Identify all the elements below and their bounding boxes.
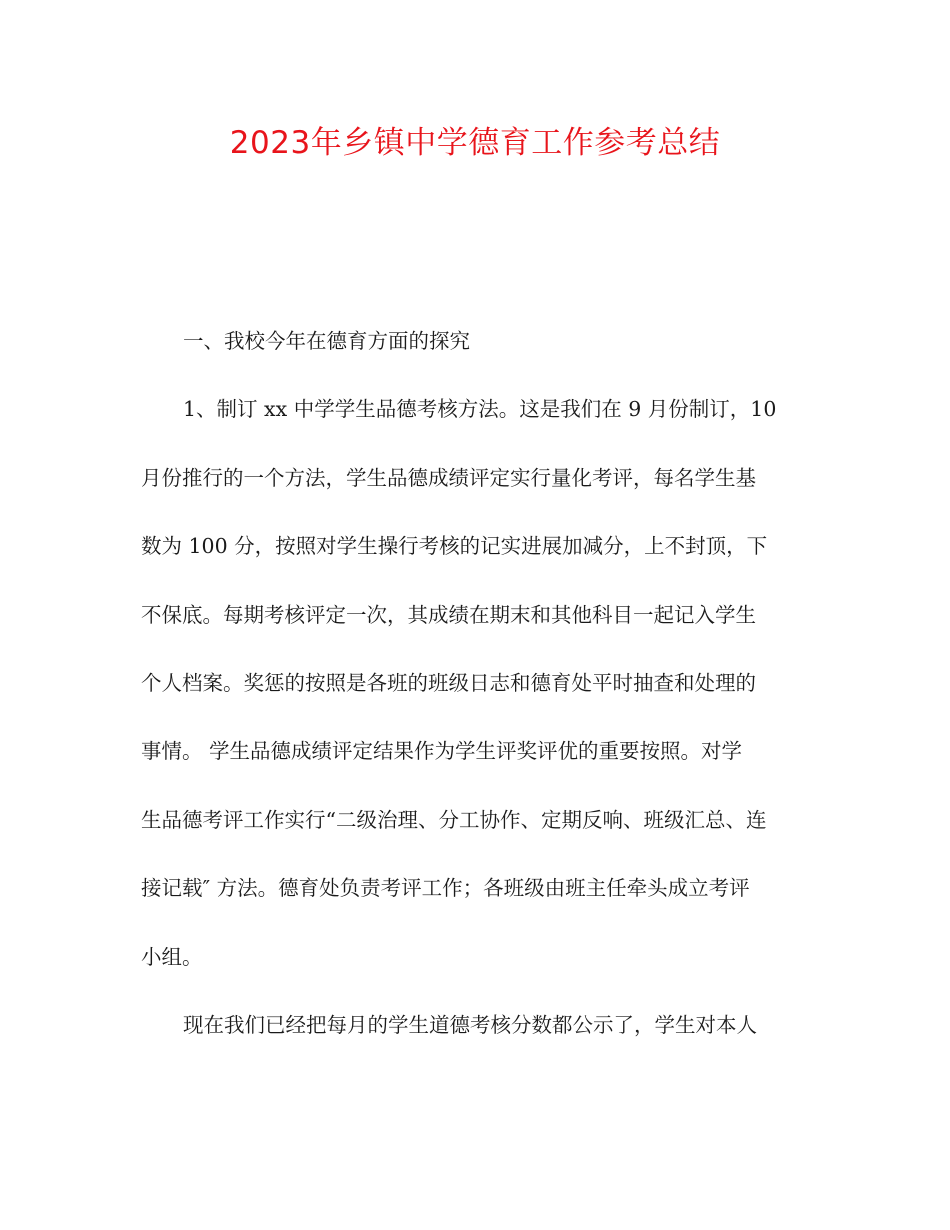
document-title: 2023年乡镇中学德育工作参考总结: [229, 125, 721, 161]
paragraph-line: 数为 100 分，按照对学生操行考核的记实进展加减分，上不封顶，下: [141, 534, 768, 559]
paragraph-line: 月份推行的一个方法，学生品德成绩评定实行量化考评，每名学生基: [141, 465, 756, 490]
paragraph-line: 不保底。每期考核评定一次，其成绩在期末和其他科目一起记入学生: [141, 602, 756, 627]
paragraph-line: 小组。: [141, 944, 203, 969]
paragraph-line: 个人档案。奖惩的按照是各班的班级日志和德育处平时抽查和处理的: [141, 670, 756, 695]
document-body: [141, 307, 805, 1059]
paragraph-line: 接记载″ 方法。德育处负责考评工作；各班级由班主任牵头成立考评: [141, 876, 750, 901]
section-heading: 一、我校今年在德育方面的探究: [183, 329, 470, 353]
paragraph-line: 现在我们已经把每月的学生道德考核分数都公示了，学生对本人: [183, 1012, 757, 1037]
paragraph-line: 事情。 学生品德成绩评定结果作为学生评奖评优的重要按照。对学: [141, 739, 743, 764]
paragraph-line: 生品德考评工作实行“二级治理、分工协作、定期反响、班级汇总、连: [141, 807, 767, 832]
paragraph-line: 1、制订 xx 中学学生品德考核方法。这是我们在 9 月份制订，10: [183, 397, 777, 422]
